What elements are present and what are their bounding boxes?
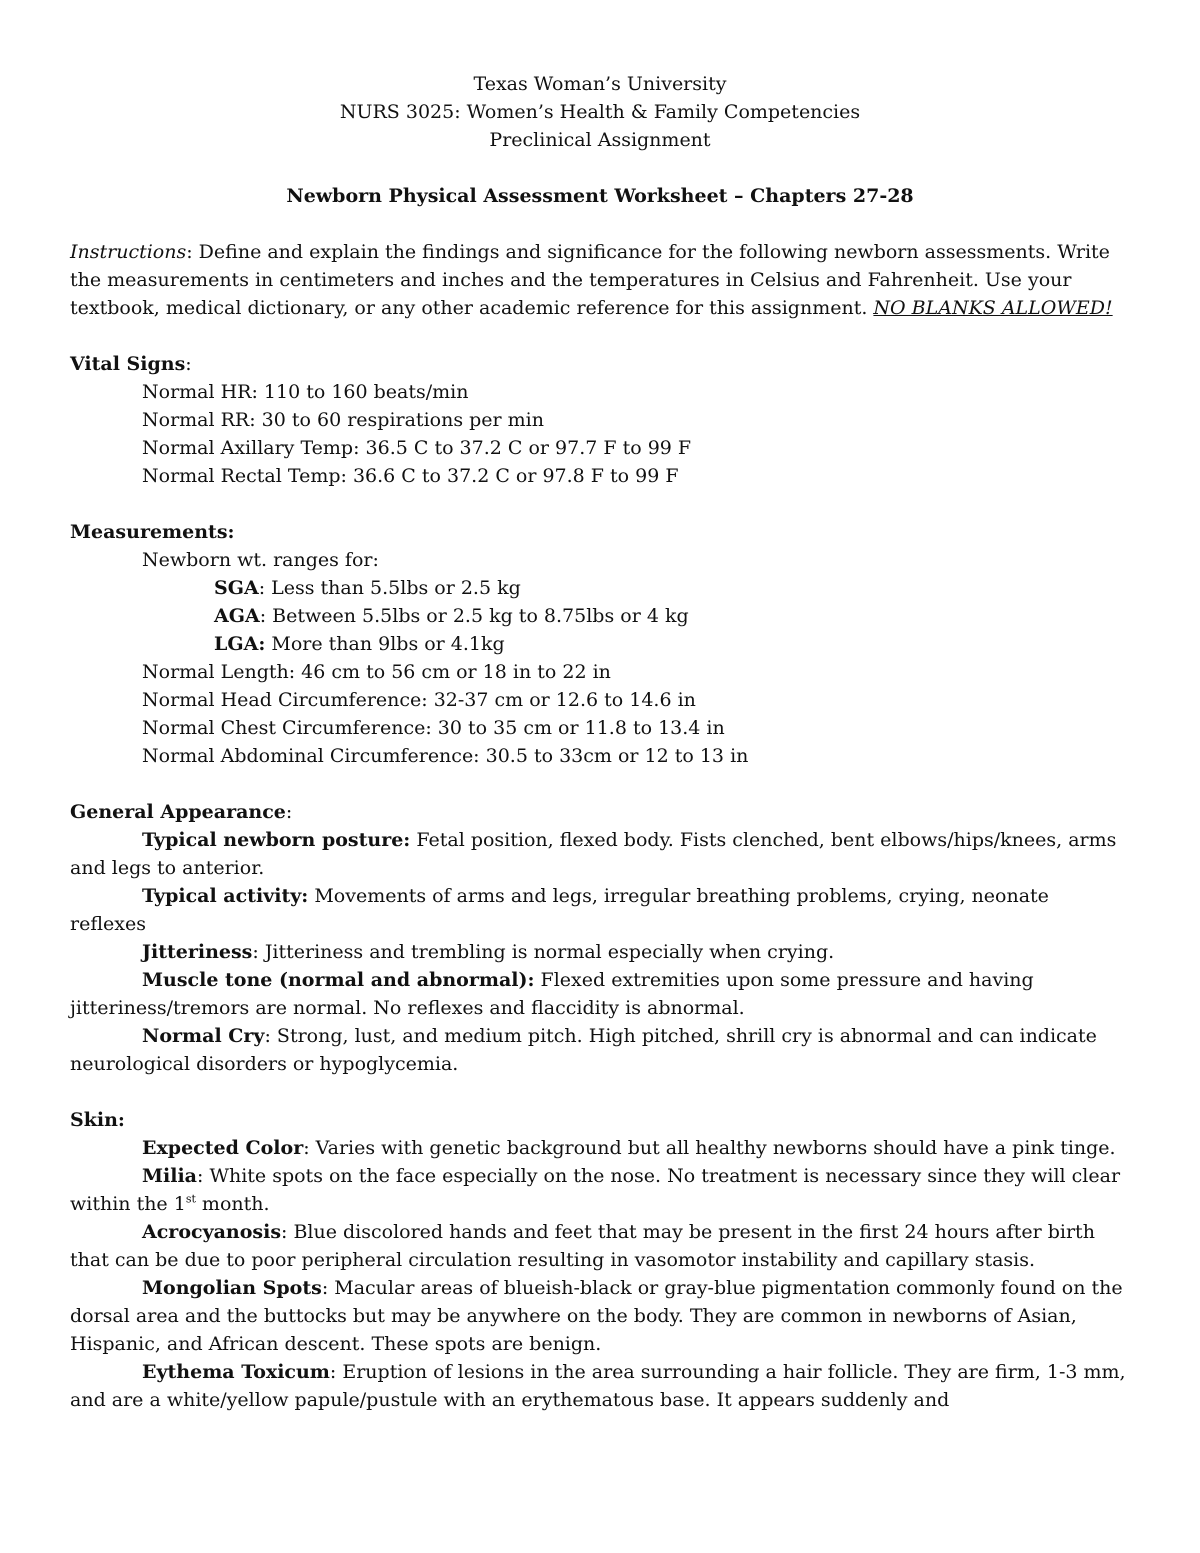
vital-sign-item: Normal RR: 30 to 60 respirations per min [142,409,544,431]
instructions-paragraph [70,238,1130,322]
instructions-text: : Define and explain the findings and significance for the following newborn assessments. Write the measurements in centimeters and inches and the temperatures in Celsius and Fahrenheit. Use your textbook, medical dictionary, or any other academic reference for this assignment. [70,241,1110,319]
skin-item-erythema-toxicum: Eythema Toxicum: Eruption of lesions in the area surrounding a hair follicle. They are firm, 1-3 mm, and are a white/yellow papule/pustule with an erythematous base. It appears suddenly and [70,1361,1126,1411]
general-appearance-heading: General Appearance: [70,801,293,823]
document-page [70,70,1130,1414]
measurement-item: Normal Abdominal Circumference: 30.5 to 33cm or 12 to 13 in [142,745,749,767]
university-name: Texas Woman’s University [473,73,727,95]
skin-heading: Skin: [70,1109,125,1131]
measurement-item: Normal Length: 46 cm to 56 cm or 18 in to 22 in [142,661,611,683]
skin-item-color: Expected Color: Varies with genetic background but all healthy newborns should have a pink tinge. [142,1137,1116,1159]
weight-range-item: SGA: Less than 5.5lbs or 2.5 kg [214,577,521,599]
appearance-item: Muscle tone (normal and abnormal): Flexed extremities upon some pressure and having jitteriness/tremors are normal. No reflexes and flaccidity is abnormal. [70,969,1034,1019]
measurement-item: Normal Head Circumference: 32-37 cm or 12.6 to 14.6 in [142,689,696,711]
instructions-label: Instructions [70,241,187,263]
weight-range-item: AGA: Between 5.5lbs or 2.5 kg to 8.75lbs or 4 kg [214,605,689,627]
skin-item-milia: Milia: White spots on the face especially on the nose. No treatment is necessary since they will clear within the 1st month. [70,1165,1121,1215]
measurement-item: Normal Chest Circumference: 30 to 35 cm or 11.8 to 13.4 in [142,717,725,739]
no-blanks-warning: NO BLANKS ALLOWED! [873,297,1113,319]
assignment-type: Preclinical Assignment [489,129,711,151]
vital-sign-item: Normal HR: 110 to 160 beats/min [142,381,469,403]
vital-sign-item: Normal Rectal Temp: 36.6 C to 37.2 C or 97.8 F to 99 F [142,465,679,487]
vital-sign-item: Normal Axillary Temp: 36.5 C to 37.2 C or 97.7 F to 99 F [142,437,692,459]
worksheet-title: Newborn Physical Assessment Worksheet – Chapters 27-28 [286,185,914,207]
appearance-item: Normal Cry: Strong, lust, and medium pitch. High pitched, shrill cry is abnormal and can indicate neurological disorders or hypoglycemia. [70,1025,1097,1075]
skin-item-acrocyanosis: Acrocyanosis: Blue discolored hands and feet that may be present in the first 24 hours after birth that can be due to poor peripheral circulation resulting in vasomotor instability and capillary stasis. [70,1221,1095,1271]
measurements-heading: Measurements: [70,521,235,543]
appearance-item: Jitteriness: Jitteriness and trembling is normal especially when crying. [142,941,835,963]
appearance-item: Typical activity: Movements of arms and legs, irregular breathing problems, crying, neonate reflexes [70,885,1049,935]
course-title: NURS 3025: Women’s Health & Family Competencies [339,101,861,123]
weight-range-item: LGA: More than 9lbs or 4.1kg [214,633,505,655]
vital-signs-heading: Vital Signs: [70,353,192,375]
weight-ranges-intro: Newborn wt. ranges for: [142,549,379,571]
skin-item-mongolian-spots: Mongolian Spots: Macular areas of blueish-black or gray-blue pigmentation commonly found on the dorsal area and the buttocks but may be anywhere on the body. They are common in newborns of Asian, Hispanic, and African descent. These spots are benign. [70,1277,1123,1355]
appearance-item: Typical newborn posture: Fetal position, flexed body. Fists clenched, bent elbows/hips/knees, arms and legs to anterior. [70,829,1117,879]
